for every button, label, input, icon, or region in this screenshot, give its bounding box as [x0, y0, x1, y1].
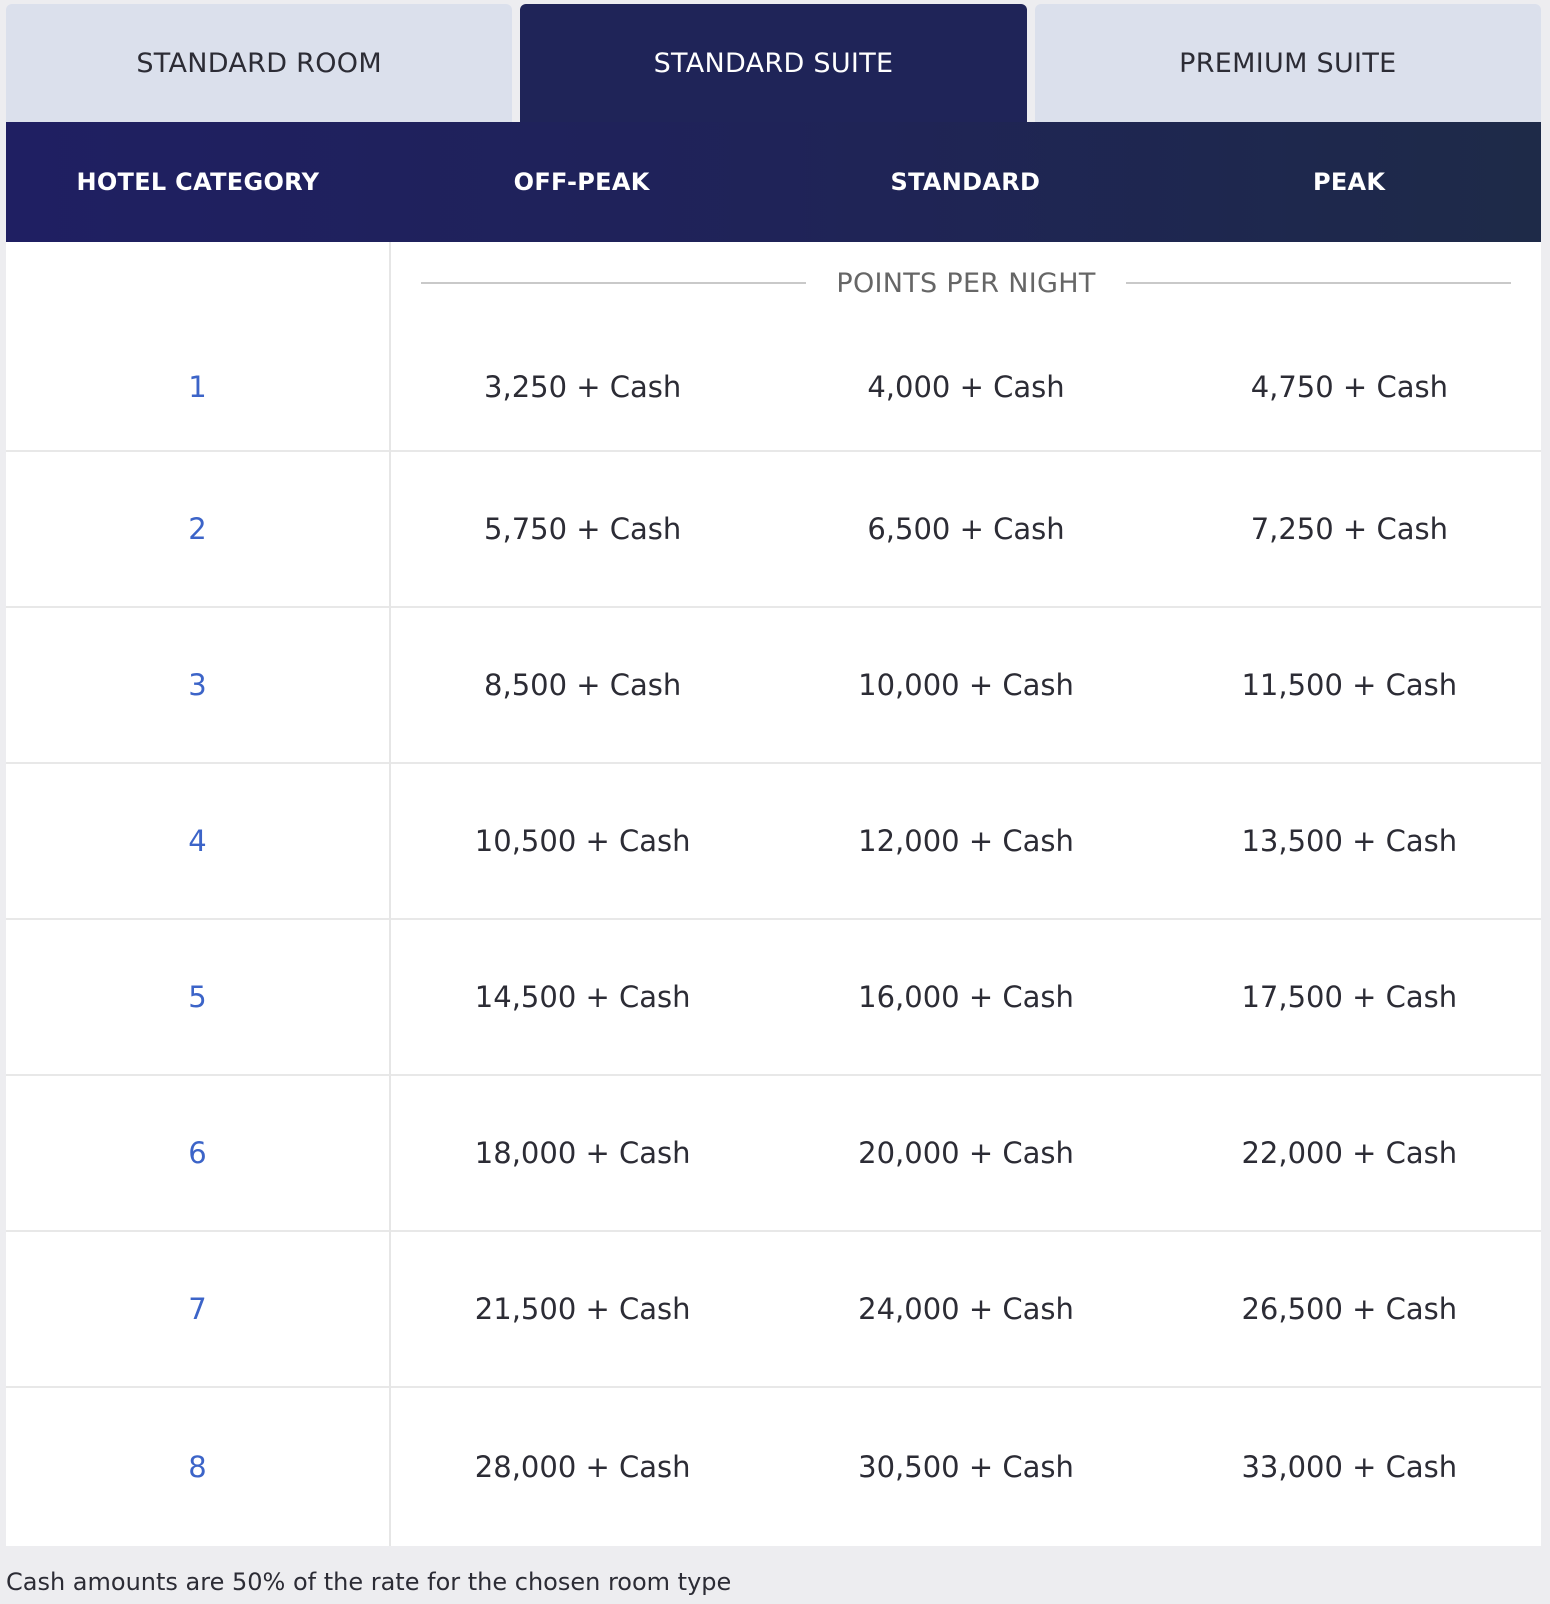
divider-line-left — [421, 282, 806, 284]
tab-premium-suite[interactable]: PREMIUM SUITE — [1035, 4, 1541, 122]
divider-line-right — [1126, 282, 1511, 284]
standard-value: 4,000 + Cash — [867, 370, 1065, 404]
peak-value: 13,500 + Cash — [1241, 824, 1458, 858]
tab-standard-room[interactable]: STANDARD ROOM — [6, 4, 512, 122]
category-row — [6, 920, 389, 1076]
off-peak-value: 18,000 + Cash — [474, 1136, 691, 1170]
header-peak: PEAK — [1312, 168, 1386, 196]
table-row — [391, 764, 1541, 920]
category-link-7[interactable]: 7 — [188, 1292, 207, 1326]
category-link-3[interactable]: 3 — [188, 668, 207, 702]
category-link-4[interactable]: 4 — [188, 824, 207, 858]
category-row — [6, 324, 389, 452]
table-row — [391, 452, 1541, 608]
category-link-2[interactable]: 2 — [188, 512, 207, 546]
cash-footnote: Cash amounts are 50% of the rate for the chosen room type — [6, 1568, 732, 1596]
standard-value: 6,500 + Cash — [867, 512, 1065, 546]
standard-value: 12,000 + Cash — [858, 824, 1074, 858]
off-peak-value: 21,500 + Cash — [474, 1292, 691, 1326]
category-row — [6, 608, 389, 764]
peak-value: 11,500 + Cash — [1241, 668, 1458, 702]
rate-table-widget — [6, 4, 1541, 1546]
off-peak-value: 28,000 + Cash — [474, 1450, 691, 1484]
peak-value: 33,000 + Cash — [1241, 1450, 1458, 1484]
table-header — [6, 122, 1541, 242]
off-peak-value: 10,500 + Cash — [474, 824, 691, 858]
category-row — [6, 1076, 389, 1232]
table-row — [391, 324, 1541, 452]
off-peak-value: 14,500 + Cash — [474, 980, 691, 1014]
table-row — [391, 608, 1541, 764]
category-row — [6, 764, 389, 920]
standard-value: 30,500 + Cash — [858, 1450, 1074, 1484]
header-off-peak: OFF-PEAK — [513, 168, 650, 196]
standard-value: 16,000 + Cash — [858, 980, 1074, 1014]
peak-value: 7,250 + Cash — [1250, 512, 1448, 546]
category-link-6[interactable]: 6 — [188, 1136, 207, 1170]
table-row — [391, 920, 1541, 1076]
category-link-1[interactable]: 1 — [188, 370, 207, 404]
rate-table-body — [6, 242, 1541, 1546]
room-type-tabs — [6, 4, 1541, 122]
table-row — [391, 1388, 1541, 1546]
category-row — [6, 452, 389, 608]
off-peak-value: 5,750 + Cash — [484, 512, 682, 546]
category-row — [6, 1232, 389, 1388]
header-hotel-category: HOTEL CATEGORY — [76, 168, 320, 196]
points-per-night-divider — [391, 242, 1541, 324]
off-peak-value: 8,500 + Cash — [484, 668, 682, 702]
tab-standard-suite[interactable]: STANDARD SUITE — [520, 4, 1026, 122]
standard-value: 20,000 + Cash — [858, 1136, 1074, 1170]
peak-value: 17,500 + Cash — [1241, 980, 1458, 1014]
peak-value: 22,000 + Cash — [1241, 1136, 1458, 1170]
table-row — [391, 1076, 1541, 1232]
category-column — [6, 242, 391, 1546]
peak-value: 4,750 + Cash — [1250, 370, 1448, 404]
standard-value: 24,000 + Cash — [858, 1292, 1074, 1326]
header-standard: STANDARD — [890, 168, 1041, 196]
peak-value: 26,500 + Cash — [1241, 1292, 1458, 1326]
category-row — [6, 1388, 389, 1546]
points-per-night-label: POINTS PER NIGHT — [836, 267, 1096, 299]
points-columns — [391, 242, 1541, 1546]
off-peak-value: 3,250 + Cash — [484, 370, 682, 404]
standard-value: 10,000 + Cash — [858, 668, 1074, 702]
table-row — [391, 1232, 1541, 1388]
category-link-8[interactable]: 8 — [188, 1450, 207, 1484]
category-link-5[interactable]: 5 — [188, 980, 207, 1014]
